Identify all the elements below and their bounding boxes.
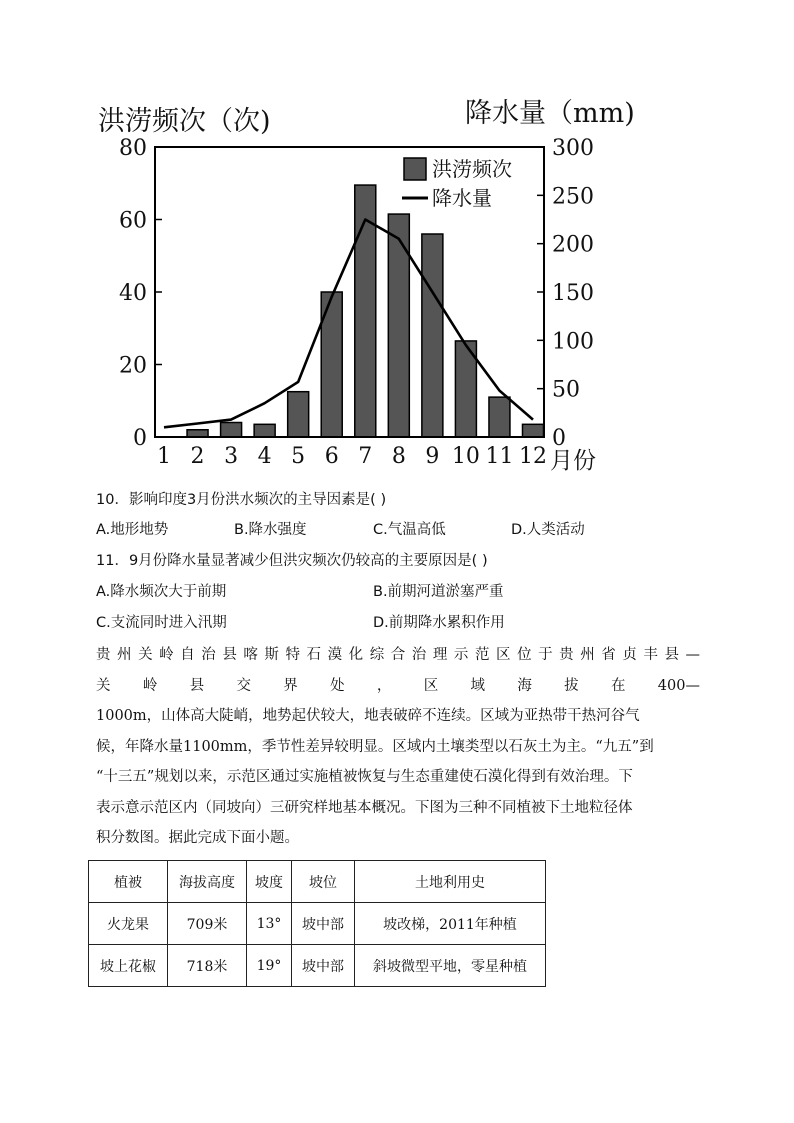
table-cell: 坡上花椒 (89, 945, 168, 987)
x-tick-label: 2 (190, 444, 205, 469)
q11-option-c: C.支流同时进入汛期 (96, 615, 227, 631)
table-header: 坡度 (247, 861, 292, 903)
plot-info-table (88, 860, 546, 987)
left-tick-label: 80 (119, 136, 147, 161)
legend (402, 157, 512, 210)
flood-bar (523, 424, 544, 437)
table-cell: 709米 (168, 903, 247, 945)
x-tick-label: 1 (157, 444, 171, 469)
q11-stem: 11．9月份降水量显著减少但洪灾频次仍较高的主要原因是( ) (96, 553, 488, 569)
table-header: 坡位 (292, 861, 355, 903)
passage-line: 积分数图。据此完成下面小题。 (96, 830, 299, 846)
right-tick-label: 50 (552, 377, 580, 403)
table-header: 土地利用史 (355, 861, 546, 903)
x-tick-label: 3 (224, 444, 239, 469)
q11-option-b: B.前期河道淤塞严重 (373, 584, 504, 600)
left-tick-label: 20 (119, 353, 147, 379)
right-tick-label: 200 (552, 232, 594, 258)
left-tick-label: 0 (133, 426, 147, 451)
precipitation-line (164, 220, 533, 428)
table-row (89, 945, 546, 987)
table-header: 海拔高度 (168, 861, 247, 903)
x-tick-label: 5 (291, 444, 306, 469)
q10-option-d: D.人类活动 (511, 522, 585, 538)
passage-line: 候，年降水量1100mm，季节性差异较明显。区域内土壤类型以石灰土为主。“九五”到 (96, 738, 654, 755)
table-cell: 13° (247, 903, 292, 945)
table-cell: 火龙果 (89, 903, 168, 945)
right-tick-label: 300 (552, 136, 594, 161)
left-tick-label: 60 (119, 208, 147, 234)
table-cell: 坡改梯，2011年种植 (355, 903, 546, 945)
flood-bar (422, 234, 443, 437)
x-tick-label: 12 (519, 444, 547, 469)
q11-option-d: D.前期降水累积作用 (373, 615, 505, 631)
x-tick-label: 4 (257, 444, 272, 469)
right-axis-title: 降水量（mm) (465, 98, 635, 129)
table-cell: 坡中部 (292, 945, 355, 987)
legend-line-label: 降水量 (432, 186, 492, 210)
passage-line: 表示意示范区内（同坡向）三研究样地基本概况。下图为三种不同植被下土地粒径体 (96, 799, 633, 816)
legend-bar-label: 洪涝频次 (432, 157, 512, 181)
right-tick-label: 150 (552, 281, 594, 306)
flood-bar (489, 397, 510, 437)
table-header: 植被 (89, 861, 168, 903)
passage-line: 1000m，山体高大陡峭，地势起伏较大，地表破碎不连续。区域为亚热带干热河谷气 (96, 708, 640, 724)
x-tick-label: 9 (425, 444, 440, 469)
left-axis-title: 洪涝频次（次) (98, 106, 271, 137)
x-tick-label: 7 (358, 444, 373, 469)
passage-line: 贵州关岭自治县喀斯特石漠化综合治理示范区位于贵州省贞丰县— (96, 647, 700, 663)
table-row (89, 903, 546, 945)
flood-bar (221, 423, 242, 438)
q10-option-c: C.气温高低 (373, 522, 446, 538)
q10-stem: 10．影响印度3月份洪水频次的主导因素是( ) (96, 492, 387, 508)
flood-precipitation-chart (0, 0, 794, 480)
flood-bar (388, 214, 409, 437)
x-tick-label: 8 (391, 444, 406, 469)
q10-option-b: B.降水强度 (234, 522, 307, 538)
right-tick-label: 0 (552, 426, 566, 451)
table-cell: 718米 (168, 945, 247, 987)
legend-bar-swatch (404, 158, 426, 180)
table-cell: 坡中部 (292, 903, 355, 945)
table-header-row (89, 861, 546, 903)
right-tick-label: 100 (552, 329, 594, 355)
x-tick-label: 11 (485, 444, 514, 469)
q10-option-a: A.地形地势 (96, 522, 169, 538)
passage-line: “十三五”规划以来，示范区通过实施植被恢复与生态重建使石漠化得到有效治理。下 (96, 769, 633, 785)
table-cell: 斜坡微型平地，零星种植 (355, 945, 546, 987)
left-tick-label: 40 (119, 281, 147, 306)
q11-option-a: A.降水频次大于前期 (96, 584, 227, 600)
flood-bar (288, 392, 309, 437)
right-tick-label: 250 (552, 184, 594, 210)
x-tick-label: 6 (324, 444, 339, 469)
reading-passage (96, 640, 700, 854)
flood-bar (254, 424, 275, 437)
passage-line: 关岭县交界处，区域海拔在400— (96, 677, 700, 694)
flood-bar (187, 430, 208, 437)
x-tick-label: 10 (451, 444, 480, 469)
x-unit-label: 月份 (550, 448, 596, 474)
table-cell: 19° (247, 945, 292, 987)
